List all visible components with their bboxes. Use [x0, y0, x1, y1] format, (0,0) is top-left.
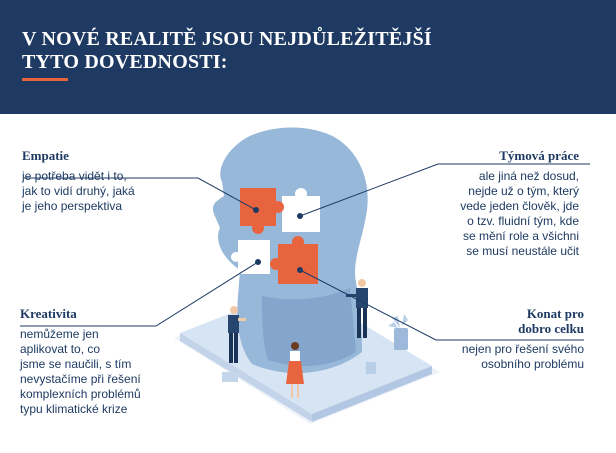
- skill-title: Týmová práce: [499, 148, 579, 163]
- skill-description: je potřeba vidět i to, jak to vidí druhý, jaká je jeho perspektiva: [22, 169, 135, 213]
- skill-kreativita: [20, 306, 141, 417]
- skill-empatie: [22, 148, 135, 214]
- skill-title: Kreativita: [20, 306, 77, 321]
- skill-description: nemůžeme jen aplikovat to, co jsme se naučili, s tím nevystačíme při řešení komplexních problémů typu klimatické krize: [20, 327, 141, 416]
- skill-title: Empatie: [22, 148, 69, 163]
- title-line-1: V NOVÉ REALITĚ JSOU NEJDŮLEŽITĚJŠÍ: [22, 28, 432, 50]
- skill-description: nejen pro řešení svého osobního problému: [461, 342, 584, 371]
- skill-konat-pro-dobro-celku: [462, 306, 584, 372]
- skill-title: Konat pro dobro celku: [518, 306, 584, 336]
- page-title: [22, 28, 432, 74]
- title-underline: [22, 78, 68, 81]
- skill-description: ale jiná než dosud, nejde už o tým, který vede jeden člověk, jde o tzv. fluidní tým, kde se mění role a všichni se musí neustále učit: [460, 169, 579, 258]
- skill-tymova-prace: [460, 148, 579, 259]
- title-line-2: TYTO DOVEDNOSTI:: [22, 51, 228, 73]
